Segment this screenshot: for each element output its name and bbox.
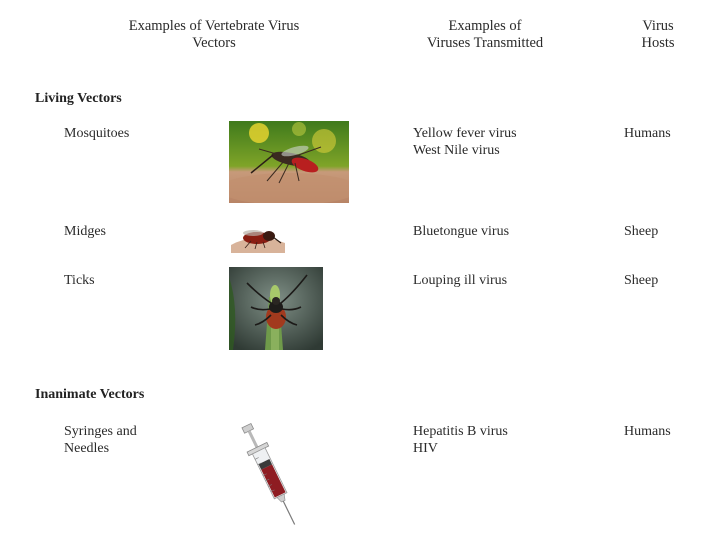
vector-name: Midges [64, 224, 106, 239]
host-name: Sheep [624, 273, 659, 288]
host-name: Sheep [624, 224, 659, 239]
midge-photo [229, 223, 287, 253]
vector-name: Syringes and Needles [64, 424, 137, 456]
header-hosts: Virus Hosts [641, 18, 675, 51]
header-viruses: Examples of Viruses Transmitted [426, 18, 544, 51]
syringe-photo [232, 420, 310, 532]
viruses-list: Bluetongue virus [413, 224, 510, 239]
header-vectors: Examples of Vertebrate Virus Vectors [128, 18, 300, 51]
host-name: Humans [624, 424, 671, 439]
vector-name: Mosquitoes [64, 126, 130, 141]
viruses-list: Hepatitis B virus HIV [413, 424, 508, 456]
viruses-list: Louping ill virus [413, 273, 508, 288]
viruses-list: Yellow fever virus West Nile virus [413, 126, 517, 158]
section-inanimate-vectors: Inanimate Vectors [35, 387, 145, 402]
section-living-vectors: Living Vectors [35, 91, 122, 106]
tick-photo [229, 267, 323, 350]
vector-name: Ticks [64, 273, 95, 288]
host-name: Humans [624, 126, 671, 141]
mosquito-photo [229, 121, 349, 203]
